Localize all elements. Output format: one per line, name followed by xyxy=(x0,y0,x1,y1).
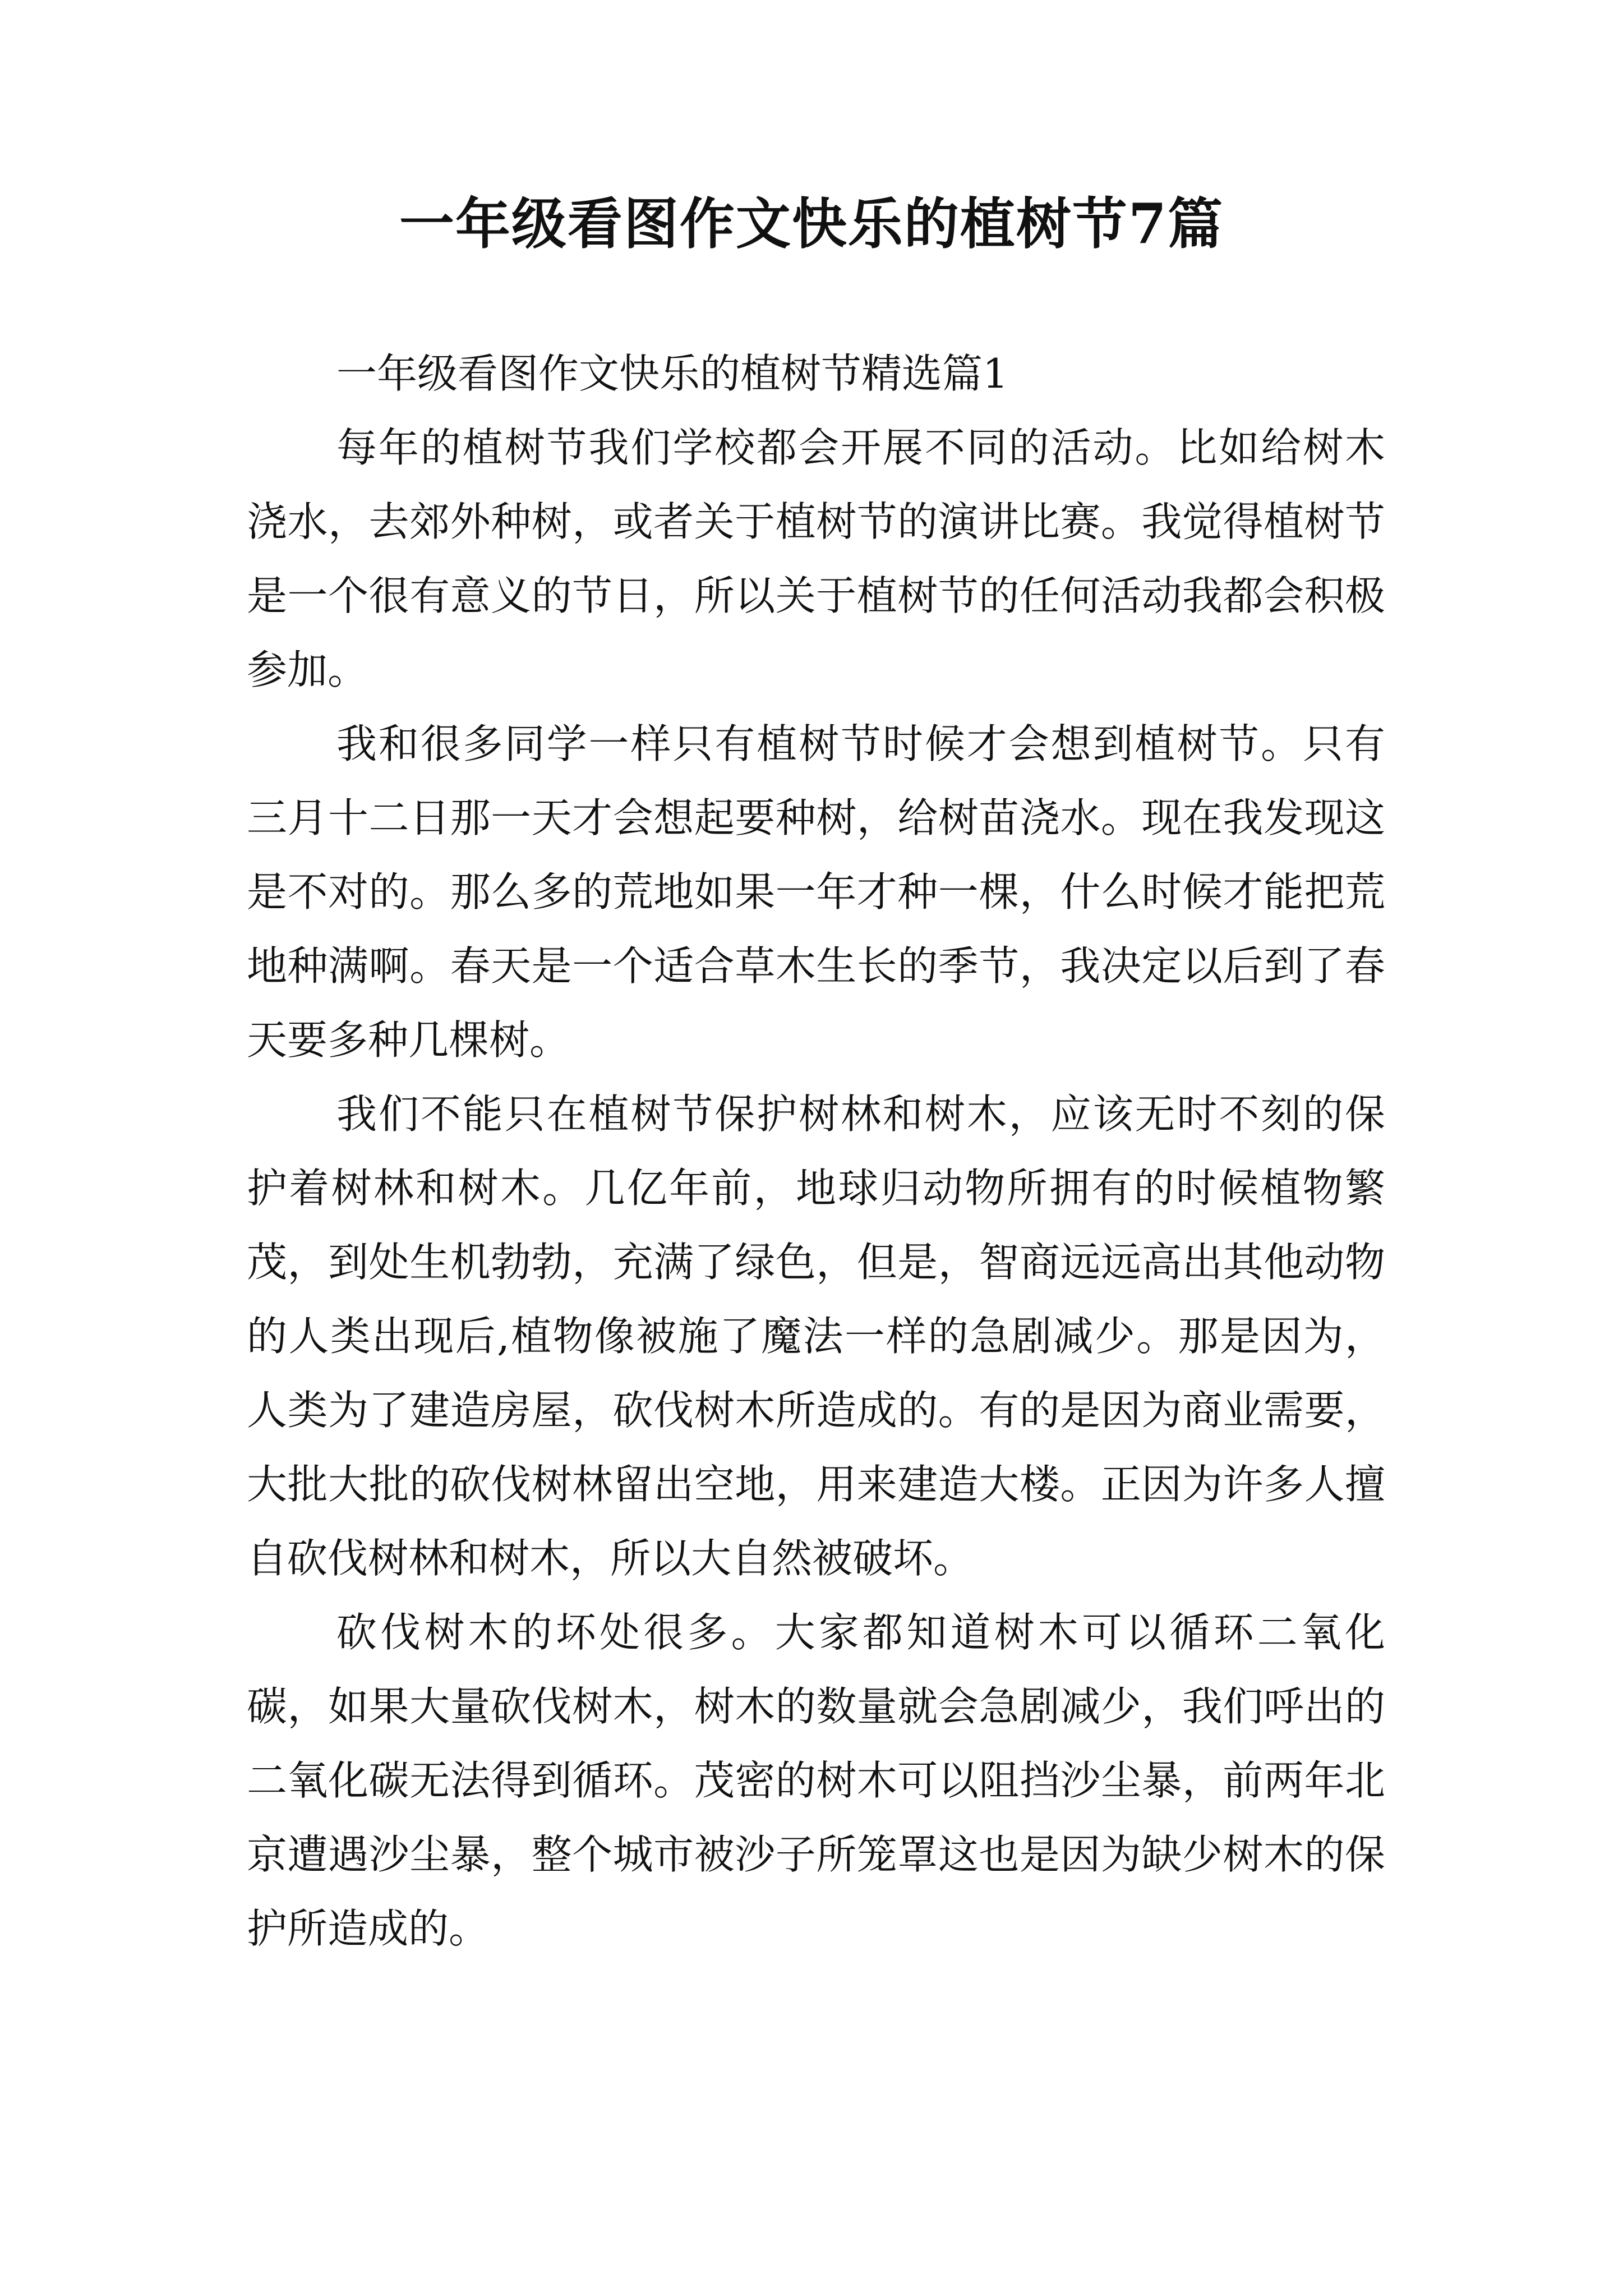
paragraph-3: 我们不能只在植树节保护树林和树木，应该无时不刻的保护着树林和树木。几亿年前，地球归动物所拥有的时候植物繁茂，到处生机勃勃，充满了绿色，但是，智商远远高出其他动物的人类出现后,植物像被施了魔法一样的急剧减少。那是因为，人类为了建造房屋，砍伐树木所造成的。有的是因为商业需要，大批大批的砍伐树林留出空地，用来建造大楼。正因为许多人擅自砍伐树林和树木，所以大自然被破坏。 xyxy=(247,1091,1385,1582)
section-heading: 一年级看图作文快乐的植树节精选篇1 xyxy=(336,350,1008,397)
document-title: 一年级看图作文快乐的植树节7篇 xyxy=(399,192,1224,256)
paragraph-2: 我和很多同学一样只有植树节时候才会想到植树节。只有三月十二日那一天才会想起要种树，给树苗浇水。现在我发现这是不对的。那么多的荒地如果一年才种一棵，什么时候才能把荒地种满啊。春天是一个适合草木生长的季节，我决定以后到了春天要多种几棵树。 xyxy=(247,720,1385,1064)
document-body xyxy=(247,337,1385,1966)
paragraph-1: 每年的植树节我们学校都会开展不同的活动。比如给树木浇水，去郊外种树，或者关于植树节的演讲比赛。我觉得植树节是一个很有意义的节日，所以关于植树节的任何活动我都会积极参加。 xyxy=(247,424,1385,693)
paragraph-4: 砍伐树木的坏处很多。大家都知道树木可以循环二氧化碳，如果大量砍伐树木，树木的数量就会急剧减少，我们呼出的二氧化碳无法得到循环。茂密的树木可以阻挡沙尘暴，前两年北京遭遇沙尘暴，整个城市被沙子所笼罩这也是因为缺少树木的保护所造成的。 xyxy=(247,1609,1385,1952)
